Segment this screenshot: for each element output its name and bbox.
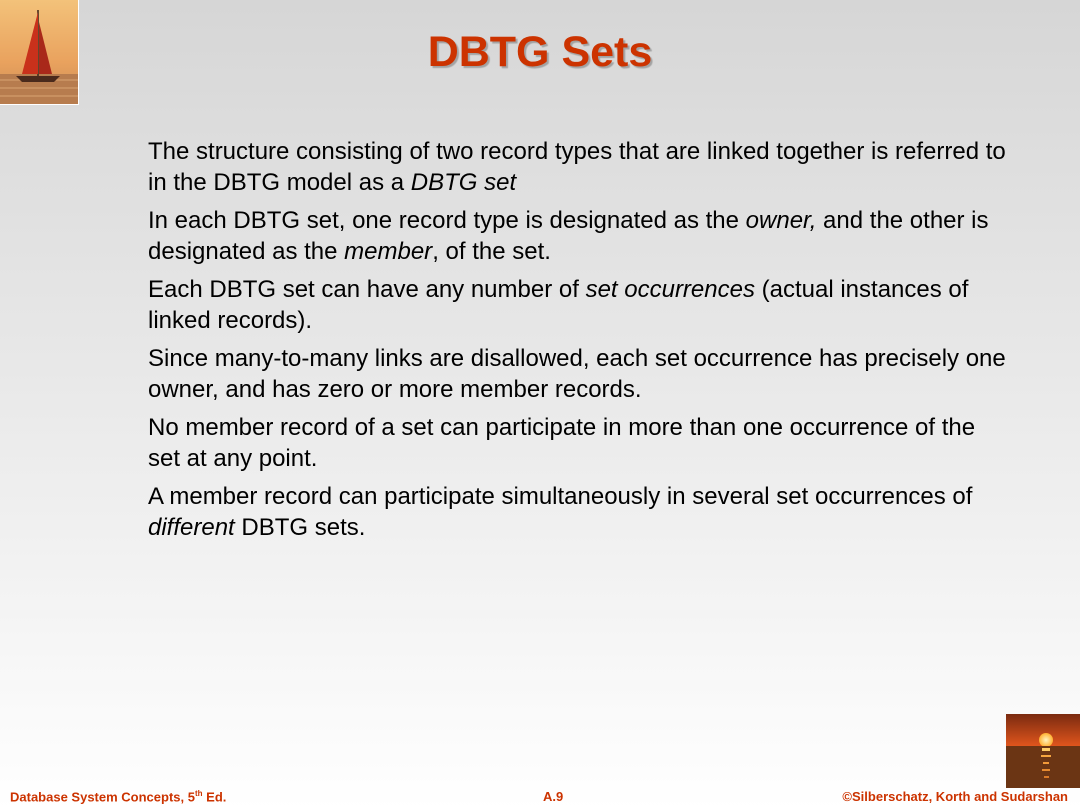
text-run: Since many-to-many links are disallowed, each set occurrence has precisely one owner, and has zero or more member records. [148,345,1006,403]
emphasized-term: owner, [745,207,817,234]
text-run: In each DBTG set, one record type is designated as the [148,207,746,234]
bullet-paragraph [148,343,1008,405]
text-run: DBTG sets. [234,514,366,541]
bullet-paragraph [148,136,1008,198]
emphasized-term: set occurrences [585,276,755,303]
text-run: and the other is designated as the [148,207,989,265]
text-run: (actual instances of linked records). [148,276,969,334]
emphasized-term: different [148,514,235,541]
slide-body [148,136,1008,550]
text-run: No member record of a set can participate in more than one occurrence of the set at any point. [148,414,976,472]
bullet-paragraph [148,274,1008,336]
text-run: Each DBTG set can have any number of [148,276,586,303]
bullet-paragraph [148,412,1008,474]
bullet-paragraph [148,481,1008,543]
bullet-paragraph [148,205,1008,267]
footer-book-title: Database System Concepts, 5th Ed. [10,789,227,805]
slide-title: DBTG Sets [427,28,653,76]
footer-copyright: ©Silberschatz, Korth and Sudarshan [842,789,1068,804]
footer-page-number: A.9 [543,789,564,804]
text-run: The structure consisting of two record types that are linked together is referred to in the DBTG model as a [148,138,1006,196]
sunset-logo-icon [1006,714,1080,788]
text-run: A member record can participate simultaneously in several set occurrences of [148,483,973,510]
text-run: , of the set. [432,238,551,265]
emphasized-term: member [344,238,433,265]
emphasized-term: DBTG set [410,169,517,196]
